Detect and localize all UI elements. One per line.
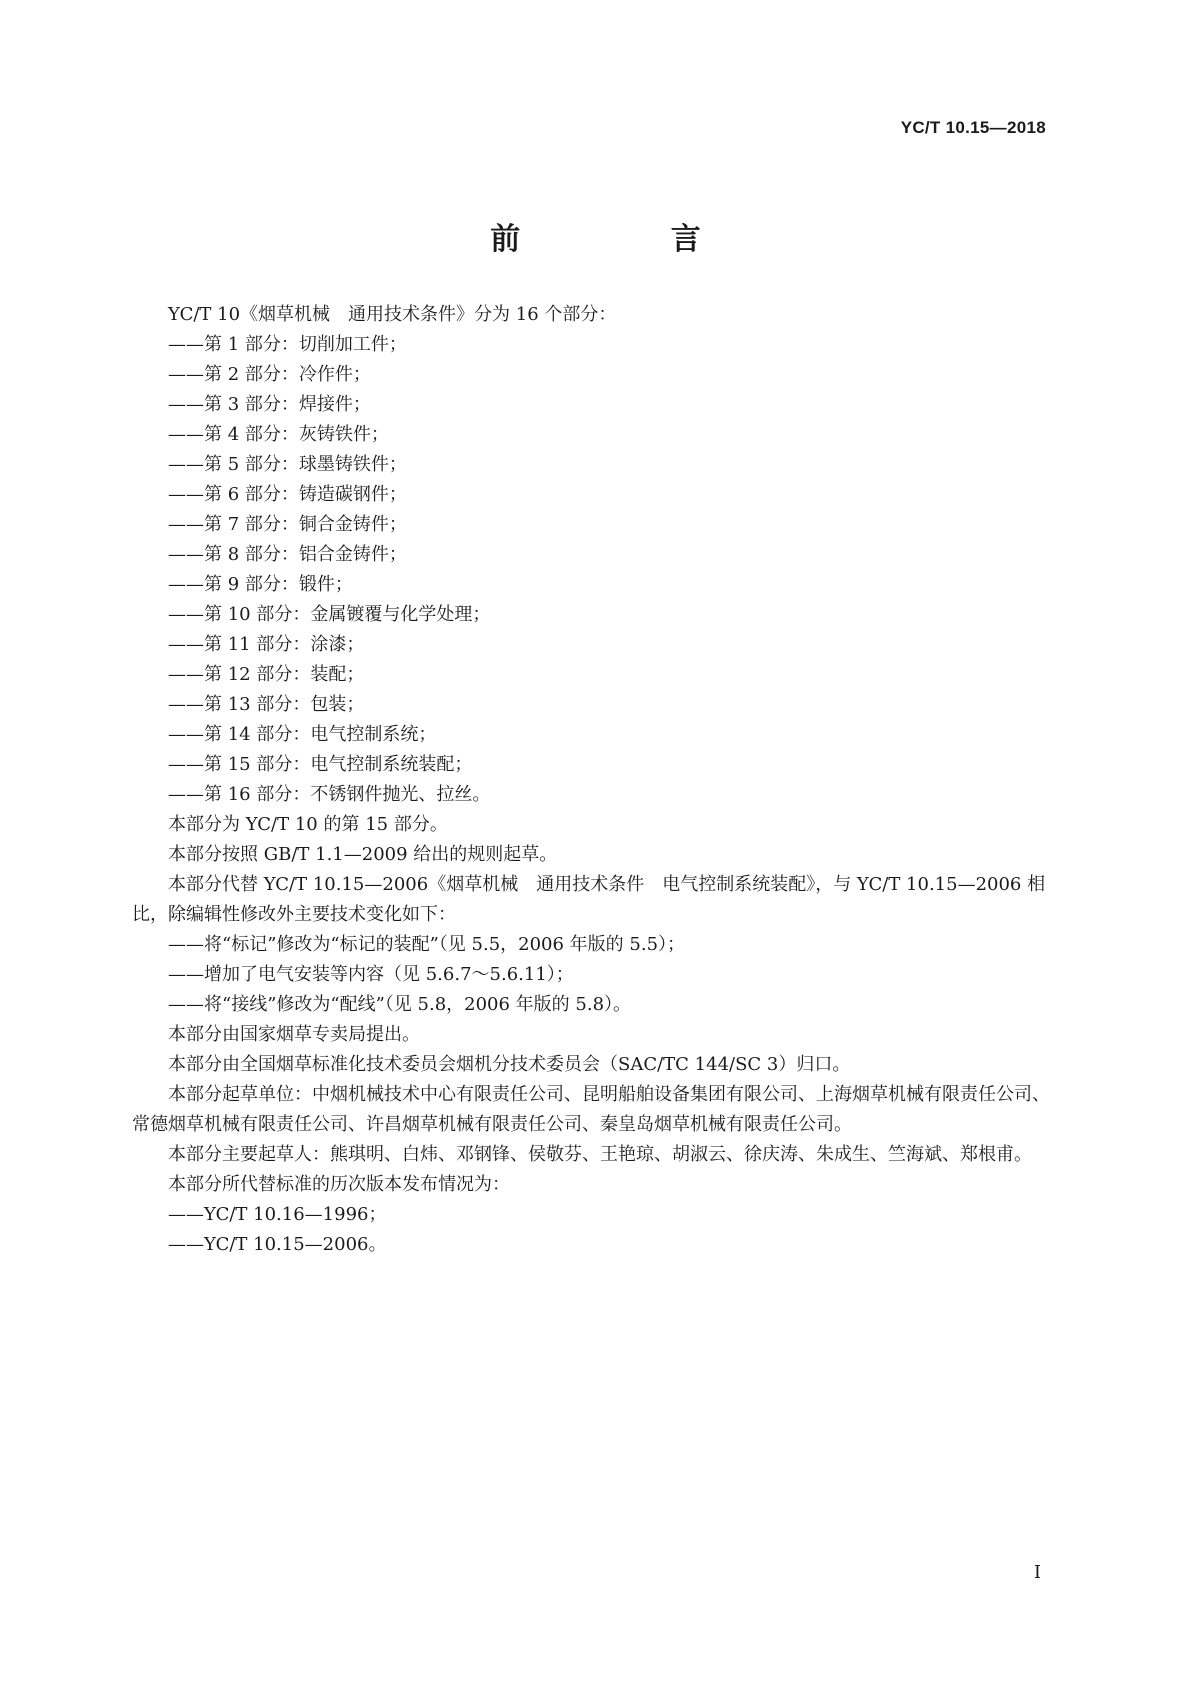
standard-code: YC/T 10.15—2018 bbox=[900, 118, 1046, 137]
paragraph: 本部分为 YC/T 10 的第 15 部分。 bbox=[168, 814, 448, 835]
list-item: ——第 15 部分：电气控制系统装配； bbox=[168, 754, 473, 775]
paragraph: 本部分所代替标准的历次版本发布情况为： bbox=[168, 1174, 510, 1195]
list-item: ——第 6 部分：铸造碳钢件； bbox=[168, 484, 407, 505]
list-item: ——将“标记”修改为“标记的装配”（见 5.5，2006 年版的 5.5）； bbox=[168, 934, 686, 955]
list-item: ——第 13 部分：包装； bbox=[168, 694, 365, 715]
list-item: ——第 11 部分：涂漆； bbox=[168, 634, 365, 655]
list-item: ——第 3 部分：焊接件； bbox=[168, 394, 371, 415]
paragraph: 本部分由国家烟草专卖局提出。 bbox=[168, 1024, 420, 1045]
paragraph: 本部分起草单位：中烟机械技术中心有限责任公司、昆明船舶设备集团有限公司、上海烟草机械有限责任公司、常德烟草机械有限责任公司、许昌烟草机械有限责任公司、秦皇岛烟草机械有限责任公司。 bbox=[132, 1084, 1050, 1135]
paragraph: YC/T 10《烟草机械 通用技术条件》分为 16 个部分： bbox=[168, 304, 617, 325]
page-number: I bbox=[1033, 1562, 1041, 1583]
list-item: ——增加了电气安装等内容（见 5.6.7～5.6.11）； bbox=[168, 964, 574, 985]
foreword-body bbox=[132, 300, 1056, 1260]
list-item: ——第 14 部分：电气控制系统； bbox=[168, 724, 437, 745]
list-item: ——第 9 部分：锻件； bbox=[168, 574, 353, 595]
paragraph: 本部分主要起草人：熊琪明、白炜、邓钢锋、侯敬芬、王艳琼、胡淑云、徐庆涛、朱成生、竺海斌、郑根甫。 bbox=[168, 1144, 1032, 1165]
list-item: ——第 5 部分：球墨铸铁件； bbox=[168, 454, 407, 475]
paragraph: 本部分代替 YC/T 10.15—2006《烟草机械 通用技术条件 电气控制系统装配》，与 YC/T 10.15—2006 相比，除编辑性修改外主要技术变化如下： bbox=[132, 874, 1046, 925]
list-item: ——第 7 部分：铜合金铸件； bbox=[168, 514, 407, 535]
list-item: ——YC/T 10.16—1996； bbox=[168, 1204, 387, 1225]
list-item: ——第 16 部分：不锈钢件抛光、拉丝。 bbox=[168, 784, 491, 805]
list-item: ——第 8 部分：铝合金铸件； bbox=[168, 544, 407, 565]
paragraph: 本部分由全国烟草标准化技术委员会烟机分技术委员会（SAC/TC 144/SC 3）归口。 bbox=[168, 1054, 851, 1075]
list-item: ——将“接线”修改为“配线”（见 5.8，2006 年版的 5.8）。 bbox=[168, 994, 632, 1015]
list-item: ——第 12 部分：装配； bbox=[168, 664, 365, 685]
page-title: 前 言 bbox=[490, 222, 771, 257]
list-item: ——第 2 部分：冷作件； bbox=[168, 364, 371, 385]
list-item: ——第 4 部分：灰铸铁件； bbox=[168, 424, 389, 445]
paragraph: 本部分按照 GB/T 1.1—2009 给出的规则起草。 bbox=[168, 844, 558, 865]
list-item: ——第 10 部分：金属镀覆与化学处理； bbox=[168, 604, 491, 625]
list-item: ——YC/T 10.15—2006。 bbox=[168, 1234, 387, 1255]
list-item: ——第 1 部分：切削加工件； bbox=[168, 334, 407, 355]
